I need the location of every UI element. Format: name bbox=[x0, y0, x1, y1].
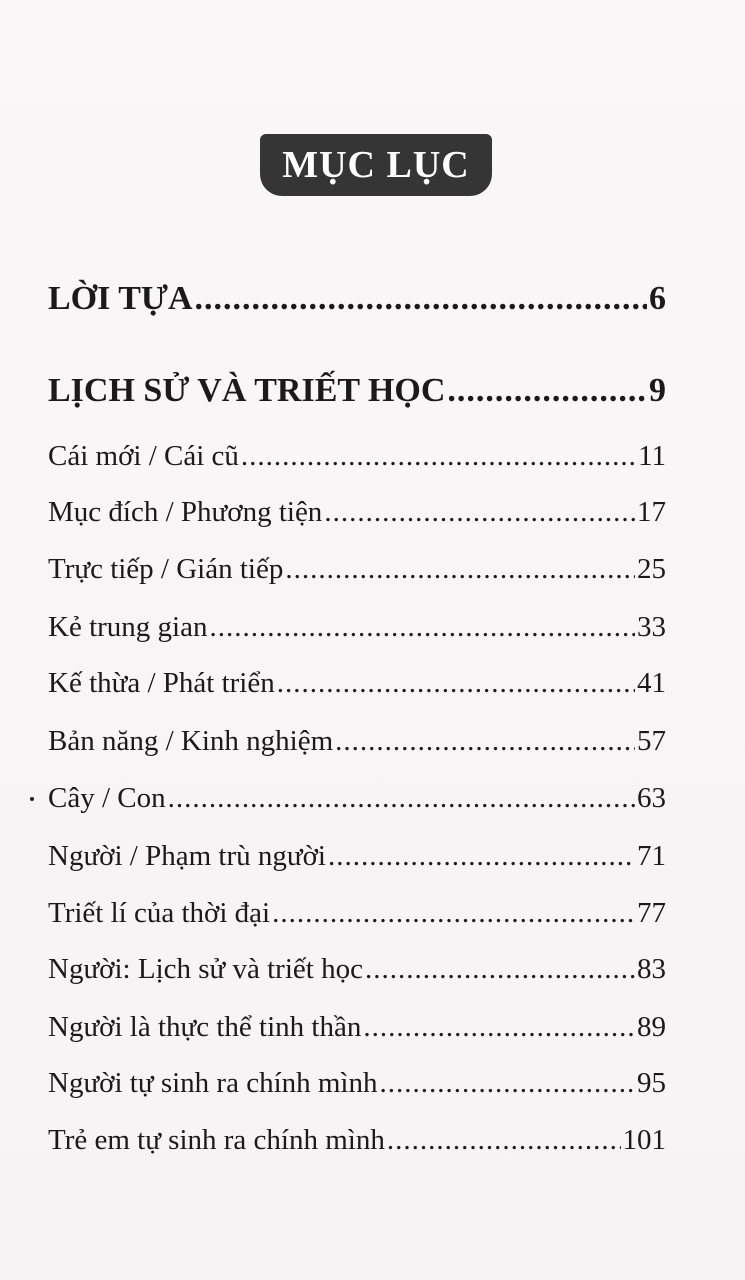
toc-entry-page: 83 bbox=[637, 953, 666, 985]
leader-dots bbox=[387, 1124, 621, 1157]
leader-dots bbox=[324, 496, 635, 529]
toc-entry-title: Kẻ trung gian bbox=[48, 611, 208, 643]
leader-dots bbox=[168, 782, 635, 815]
toc-entry bbox=[48, 1067, 666, 1100]
toc-entry-title: Cái mới / Cái cũ bbox=[48, 440, 239, 472]
toc-entry-title: Trực tiếp / Gián tiếp bbox=[48, 553, 284, 585]
leader-dots bbox=[277, 667, 635, 700]
leader-dots bbox=[363, 1011, 635, 1044]
leader-dots bbox=[328, 840, 635, 873]
toc-entry-title: Mục đích / Phương tiện bbox=[48, 496, 323, 528]
toc-entry-title: Người / Phạm trù người bbox=[48, 840, 326, 872]
toc-entry-page: 17 bbox=[637, 496, 666, 528]
toc-entry bbox=[48, 440, 666, 473]
leader-dots bbox=[365, 953, 635, 986]
toc-entry-page: 101 bbox=[622, 1124, 666, 1156]
toc-entry bbox=[48, 553, 666, 586]
toc-entry bbox=[48, 840, 666, 873]
toc-entry-title: Triết lí của thời đại bbox=[48, 897, 271, 929]
toc-entry-page: 57 bbox=[637, 725, 666, 757]
toc-entry bbox=[48, 372, 666, 410]
toc-entry bbox=[48, 667, 666, 700]
toc-entry bbox=[48, 496, 666, 529]
toc-entry bbox=[48, 280, 666, 318]
leader-dots bbox=[195, 280, 647, 318]
toc-entry bbox=[48, 1011, 666, 1044]
toc-entry bbox=[48, 725, 666, 758]
leader-dots bbox=[447, 372, 647, 410]
toc-entry bbox=[48, 1124, 666, 1157]
toc-entry-title: Người: Lịch sử và triết học bbox=[48, 953, 363, 985]
toc-entry-page: 89 bbox=[637, 1011, 666, 1043]
toc-entry-page: 9 bbox=[649, 372, 666, 409]
toc-entry-page: 6 bbox=[649, 280, 666, 317]
toc-entry-page: 95 bbox=[637, 1067, 666, 1099]
toc-entry-title: Trẻ em tự sinh ra chính mình bbox=[48, 1124, 385, 1156]
toc-entry-page: 33 bbox=[637, 611, 666, 643]
toc-entry-title: Người tự sinh ra chính mình bbox=[48, 1067, 378, 1099]
toc-entry-title: Kế thừa / Phát triển bbox=[48, 667, 275, 699]
toc-entry bbox=[48, 782, 666, 815]
toc-entry-page: 11 bbox=[638, 440, 666, 472]
leader-dots bbox=[241, 440, 636, 473]
toc-entry-page: 63 bbox=[637, 782, 666, 814]
leader-dots bbox=[335, 725, 635, 758]
toc-entry-title: LỜI TỰA bbox=[48, 280, 193, 317]
toc-entry-title: Bản năng / Kinh nghiệm bbox=[48, 725, 334, 757]
toc-entry-page: 25 bbox=[637, 553, 666, 585]
toc-entry-title: Người là thực thể tinh thần bbox=[48, 1011, 362, 1043]
leader-dots bbox=[380, 1067, 636, 1100]
toc-entry bbox=[48, 611, 666, 644]
toc-entry bbox=[48, 953, 666, 986]
toc-entry-title: LỊCH SỬ VÀ TRIẾT HỌC bbox=[48, 372, 446, 409]
toc-entry-page: 71 bbox=[637, 840, 666, 872]
toc-entry-page: 77 bbox=[637, 897, 666, 929]
leader-dots bbox=[209, 611, 635, 644]
leader-dots bbox=[272, 897, 635, 930]
leader-dots bbox=[285, 553, 635, 586]
ink-mark bbox=[30, 797, 34, 801]
toc-entry-title: Cây / Con bbox=[48, 782, 166, 814]
toc-heading: MỤC LỤC bbox=[260, 134, 492, 196]
toc-entry-page: 41 bbox=[637, 667, 666, 699]
toc-entry bbox=[48, 897, 666, 930]
